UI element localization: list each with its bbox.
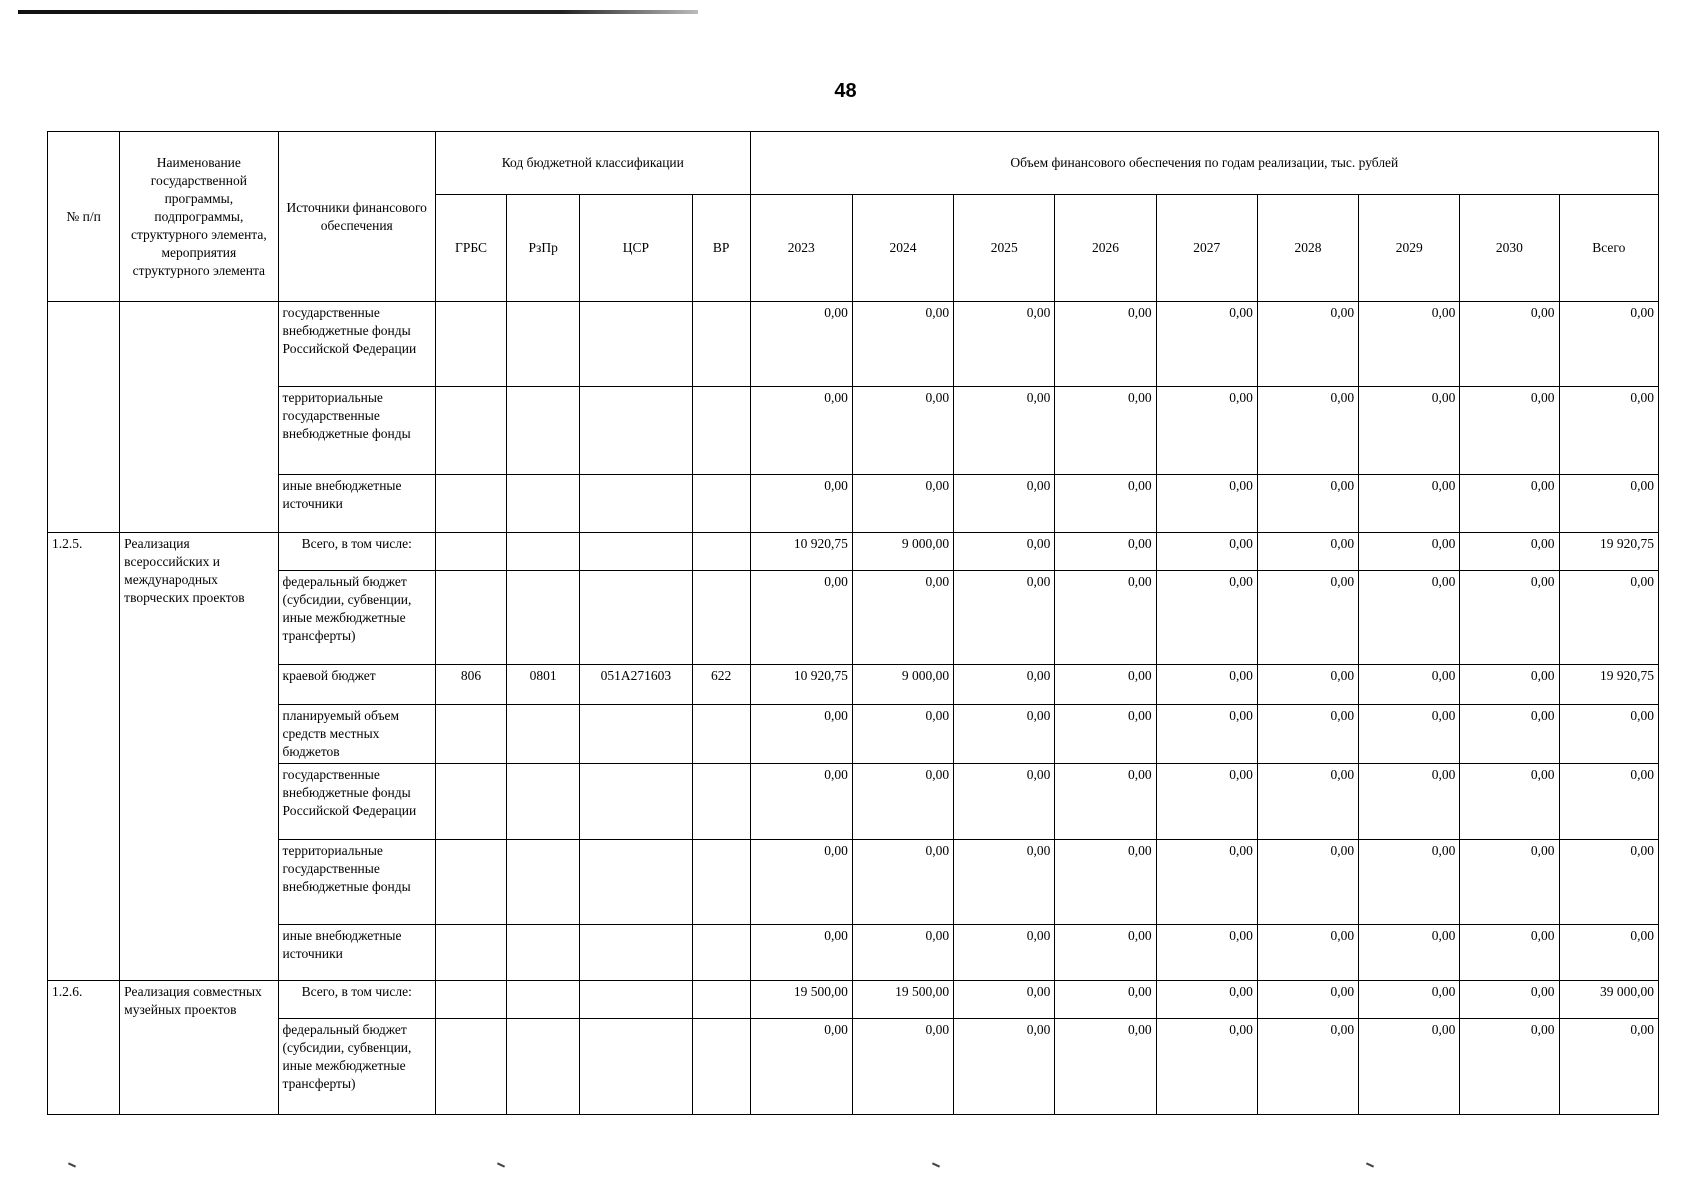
year-value: 0,00 — [1257, 475, 1358, 533]
funding-source: краевой бюджет — [278, 665, 435, 705]
code-grbs — [435, 1019, 506, 1115]
code-vr — [692, 475, 750, 533]
table-row — [48, 665, 1659, 705]
year-value: 0,00 — [954, 925, 1055, 981]
year-value: 0,00 — [1055, 1019, 1156, 1115]
year-value: 0,00 — [1156, 302, 1257, 387]
year-value: 0,00 — [1055, 705, 1156, 764]
year-value: 0,00 — [1055, 571, 1156, 665]
header-code-vr: ВР — [692, 195, 750, 302]
scan-mark — [932, 1162, 940, 1167]
table-row — [48, 981, 1659, 1019]
code-csr — [580, 475, 692, 533]
year-value: 0,00 — [1055, 764, 1156, 840]
year-value: 19 500,00 — [852, 981, 953, 1019]
table-row — [48, 302, 1659, 387]
total-value: 19 920,75 — [1559, 665, 1658, 705]
year-value: 0,00 — [1055, 387, 1156, 475]
funding-source: федеральный бюджет (субсидии, субвенции, иные межбюджетные трансферты) — [278, 1019, 435, 1115]
code-rzpr — [507, 981, 580, 1019]
year-value: 0,00 — [852, 705, 953, 764]
year-value: 0,00 — [1359, 925, 1460, 981]
header-total: Всего — [1559, 195, 1658, 302]
code-grbs — [435, 840, 506, 925]
total-value: 0,00 — [1559, 475, 1658, 533]
code-rzpr: 0801 — [507, 665, 580, 705]
year-value: 0,00 — [1359, 705, 1460, 764]
year-value: 0,00 — [1156, 1019, 1257, 1115]
year-value: 0,00 — [954, 475, 1055, 533]
header-code-rzpr: РзПр — [507, 195, 580, 302]
year-value: 0,00 — [954, 302, 1055, 387]
year-value: 0,00 — [750, 571, 852, 665]
year-value: 0,00 — [1257, 764, 1358, 840]
total-value: 0,00 — [1559, 571, 1658, 665]
scan-mark — [68, 1162, 76, 1167]
year-value: 0,00 — [1460, 981, 1559, 1019]
year-value: 0,00 — [1055, 665, 1156, 705]
year-value: 0,00 — [1055, 302, 1156, 387]
year-value: 0,00 — [1460, 475, 1559, 533]
year-value: 0,00 — [1359, 764, 1460, 840]
year-value: 0,00 — [954, 387, 1055, 475]
code-grbs — [435, 705, 506, 764]
total-value: 19 920,75 — [1559, 533, 1658, 571]
code-csr — [580, 840, 692, 925]
code-vr — [692, 705, 750, 764]
year-value: 0,00 — [750, 475, 852, 533]
code-rzpr — [507, 475, 580, 533]
header-year-2027: 2027 — [1156, 195, 1257, 302]
year-value: 0,00 — [1156, 665, 1257, 705]
year-value: 0,00 — [852, 764, 953, 840]
year-value: 0,00 — [1156, 840, 1257, 925]
funding-source: территориальные государственные внебюджетные фонды — [278, 387, 435, 475]
year-value: 9 000,00 — [852, 533, 953, 571]
year-value: 0,00 — [852, 387, 953, 475]
year-value: 0,00 — [750, 840, 852, 925]
year-value: 19 500,00 — [750, 981, 852, 1019]
year-value: 0,00 — [1156, 925, 1257, 981]
scan-mark — [1366, 1162, 1374, 1167]
year-value: 0,00 — [852, 571, 953, 665]
code-csr — [580, 387, 692, 475]
year-value: 0,00 — [1257, 1019, 1358, 1115]
year-value: 0,00 — [1055, 981, 1156, 1019]
year-value: 0,00 — [1359, 302, 1460, 387]
header-year-2029: 2029 — [1359, 195, 1460, 302]
code-csr — [580, 925, 692, 981]
code-csr — [580, 533, 692, 571]
year-value: 0,00 — [954, 1019, 1055, 1115]
year-value: 0,00 — [750, 387, 852, 475]
item-name: Реализация совместных музейных проектов — [120, 981, 278, 1115]
table-row — [48, 925, 1659, 981]
year-value: 0,00 — [1359, 840, 1460, 925]
year-value: 0,00 — [954, 840, 1055, 925]
funding-source: территориальные государственные внебюджетные фонды — [278, 840, 435, 925]
total-label: Всего, в том числе: — [278, 533, 435, 571]
year-value: 0,00 — [1460, 764, 1559, 840]
code-grbs — [435, 925, 506, 981]
code-grbs — [435, 533, 506, 571]
header-year-2024: 2024 — [852, 195, 953, 302]
year-value: 0,00 — [1257, 981, 1358, 1019]
total-value: 0,00 — [1559, 302, 1658, 387]
year-value: 0,00 — [1460, 925, 1559, 981]
year-value: 0,00 — [1257, 533, 1358, 571]
code-vr: 622 — [692, 665, 750, 705]
year-value: 0,00 — [954, 705, 1055, 764]
funding-source: иные внебюджетные источники — [278, 475, 435, 533]
code-csr — [580, 571, 692, 665]
header-year-2025: 2025 — [954, 195, 1055, 302]
item-number — [48, 302, 120, 533]
code-grbs — [435, 571, 506, 665]
code-rzpr — [507, 705, 580, 764]
header-name: Наименование государственной программы, подпрограммы, структурного элемента, мероприятия структурного элемента — [120, 132, 278, 302]
code-grbs — [435, 302, 506, 387]
code-grbs — [435, 387, 506, 475]
header-code-group: Код бюджетной классификации — [435, 132, 750, 195]
code-vr — [692, 1019, 750, 1115]
item-number: 1.2.6. — [48, 981, 120, 1115]
year-value: 0,00 — [750, 302, 852, 387]
year-value: 0,00 — [750, 705, 852, 764]
total-value: 0,00 — [1559, 925, 1658, 981]
code-grbs — [435, 475, 506, 533]
year-value: 0,00 — [1460, 1019, 1559, 1115]
funding-source: планируемый объем средств местных бюджетов — [278, 705, 435, 764]
code-rzpr — [507, 925, 580, 981]
scan-edge-line — [18, 10, 698, 14]
header-year-2023: 2023 — [750, 195, 852, 302]
year-value: 0,00 — [954, 571, 1055, 665]
code-grbs — [435, 764, 506, 840]
header-code-csr: ЦСР — [580, 195, 692, 302]
year-value: 0,00 — [1055, 925, 1156, 981]
year-value: 0,00 — [1359, 981, 1460, 1019]
total-value: 0,00 — [1559, 840, 1658, 925]
year-value: 0,00 — [852, 925, 953, 981]
table-row — [48, 475, 1659, 533]
year-value: 0,00 — [1359, 1019, 1460, 1115]
table-row — [48, 571, 1659, 665]
total-value: 0,00 — [1559, 705, 1658, 764]
code-vr — [692, 302, 750, 387]
funding-source: государственные внебюджетные фонды Российской Федерации — [278, 764, 435, 840]
year-value: 0,00 — [1156, 475, 1257, 533]
code-vr — [692, 764, 750, 840]
year-value: 0,00 — [1460, 840, 1559, 925]
year-value: 0,00 — [1359, 533, 1460, 571]
budget-table — [47, 131, 1659, 1115]
year-value: 0,00 — [1055, 840, 1156, 925]
header-year-2026: 2026 — [1055, 195, 1156, 302]
year-value: 0,00 — [1460, 302, 1559, 387]
code-vr — [692, 840, 750, 925]
year-value: 0,00 — [1257, 840, 1358, 925]
table-row — [48, 840, 1659, 925]
year-value: 0,00 — [750, 764, 852, 840]
year-value: 10 920,75 — [750, 665, 852, 705]
code-rzpr — [507, 1019, 580, 1115]
year-value: 0,00 — [954, 981, 1055, 1019]
year-value: 0,00 — [852, 840, 953, 925]
year-value: 10 920,75 — [750, 533, 852, 571]
code-csr: 051А271603 — [580, 665, 692, 705]
code-csr — [580, 1019, 692, 1115]
year-value: 0,00 — [1257, 705, 1358, 764]
code-csr — [580, 705, 692, 764]
funding-source: государственные внебюджетные фонды Российской Федерации — [278, 302, 435, 387]
year-value: 0,00 — [1156, 387, 1257, 475]
year-value: 0,00 — [1257, 665, 1358, 705]
year-value: 0,00 — [1359, 387, 1460, 475]
total-value: 0,00 — [1559, 387, 1658, 475]
table-row — [48, 387, 1659, 475]
year-value: 0,00 — [1460, 705, 1559, 764]
year-value: 0,00 — [1156, 533, 1257, 571]
table-row — [48, 705, 1659, 764]
code-csr — [580, 981, 692, 1019]
code-vr — [692, 387, 750, 475]
year-value: 0,00 — [954, 533, 1055, 571]
funding-source: федеральный бюджет (субсидии, субвенции, иные межбюджетные трансферты) — [278, 571, 435, 665]
year-value: 0,00 — [1257, 571, 1358, 665]
code-rzpr — [507, 533, 580, 571]
year-value: 0,00 — [1156, 981, 1257, 1019]
header-code-grbs: ГРБС — [435, 195, 506, 302]
table-row — [48, 764, 1659, 840]
code-rzpr — [507, 764, 580, 840]
item-name — [120, 302, 278, 533]
code-vr — [692, 571, 750, 665]
year-value: 0,00 — [1460, 571, 1559, 665]
page-number: 48 — [834, 80, 857, 102]
total-value: 39 000,00 — [1559, 981, 1658, 1019]
year-value: 0,00 — [954, 665, 1055, 705]
header-source: Источники финансового обеспечения — [278, 132, 435, 302]
header-year-2028: 2028 — [1257, 195, 1358, 302]
year-value: 0,00 — [1055, 533, 1156, 571]
table-body — [48, 302, 1659, 1115]
code-vr — [692, 925, 750, 981]
code-csr — [580, 302, 692, 387]
year-value: 0,00 — [954, 764, 1055, 840]
year-value: 0,00 — [1156, 764, 1257, 840]
year-value: 9 000,00 — [852, 665, 953, 705]
year-value: 0,00 — [1055, 475, 1156, 533]
year-value: 0,00 — [1257, 925, 1358, 981]
year-value: 0,00 — [1359, 475, 1460, 533]
code-rzpr — [507, 387, 580, 475]
year-value: 0,00 — [1156, 705, 1257, 764]
year-value: 0,00 — [1460, 665, 1559, 705]
header-num: № п/п — [48, 132, 120, 302]
table-row — [48, 533, 1659, 571]
code-vr — [692, 533, 750, 571]
code-vr — [692, 981, 750, 1019]
year-value: 0,00 — [852, 475, 953, 533]
code-rzpr — [507, 571, 580, 665]
year-value: 0,00 — [750, 925, 852, 981]
funding-source: иные внебюджетные источники — [278, 925, 435, 981]
header-year-2030: 2030 — [1460, 195, 1559, 302]
year-value: 0,00 — [1359, 665, 1460, 705]
year-value: 0,00 — [750, 1019, 852, 1115]
code-rzpr — [507, 302, 580, 387]
year-value: 0,00 — [1460, 387, 1559, 475]
year-value: 0,00 — [852, 302, 953, 387]
header-volume-group: Объем финансового обеспечения по годам реализации, тыс. рублей — [750, 132, 1658, 195]
year-value: 0,00 — [1359, 571, 1460, 665]
total-label: Всего, в том числе: — [278, 981, 435, 1019]
code-rzpr — [507, 840, 580, 925]
total-value: 0,00 — [1559, 1019, 1658, 1115]
year-value: 0,00 — [852, 1019, 953, 1115]
year-value: 0,00 — [1257, 387, 1358, 475]
year-value: 0,00 — [1460, 533, 1559, 571]
table-row — [48, 1019, 1659, 1115]
year-value: 0,00 — [1156, 571, 1257, 665]
code-grbs: 806 — [435, 665, 506, 705]
code-grbs — [435, 981, 506, 1019]
year-value: 0,00 — [1257, 302, 1358, 387]
code-csr — [580, 764, 692, 840]
item-name: Реализация всероссийских и международных творческих проектов — [120, 533, 278, 981]
scan-mark — [497, 1162, 505, 1167]
item-number: 1.2.5. — [48, 533, 120, 981]
total-value: 0,00 — [1559, 764, 1658, 840]
